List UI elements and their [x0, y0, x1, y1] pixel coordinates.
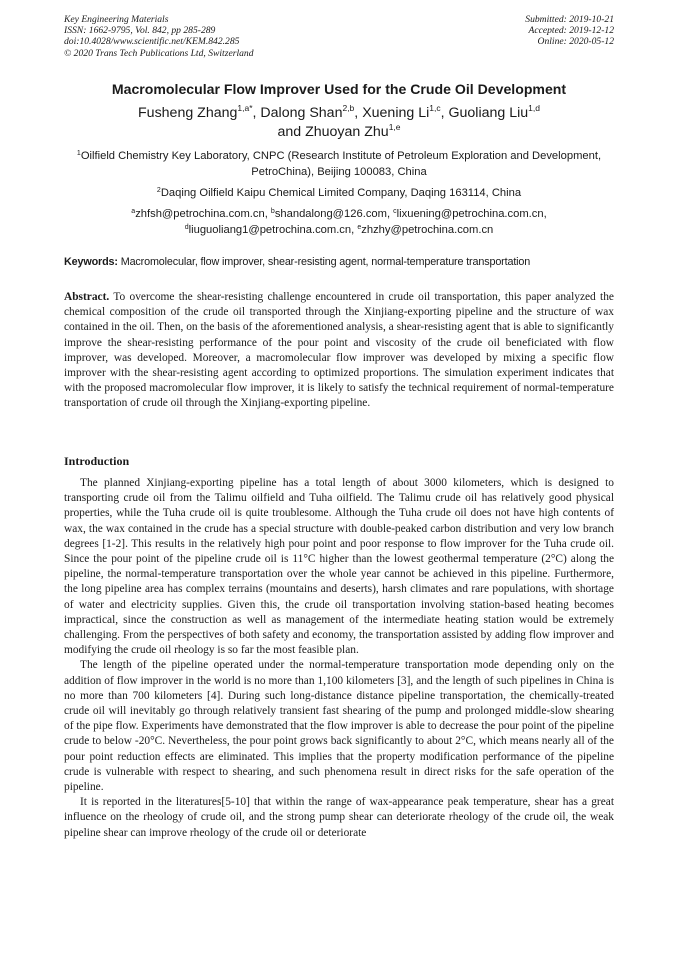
email-item[interactable]: $^b$shandalong@126.com, — [270, 208, 394, 220]
online-date: Online: 2020-05-12 — [537, 36, 614, 48]
submitted-date: Submitted: 2019-10-21 — [525, 14, 614, 25]
email-item[interactable]: $^e$zhzhy@petrochina.com.cn — [357, 223, 494, 236]
author: Guoliang Liu$^{1,d}$ — [448, 103, 540, 121]
keywords-text: Macromolecular, flow improver, shear-resisting agent, normal-temperature transportation — [120, 256, 531, 268]
author: Xuening Li$^{1,c}$, — [362, 103, 449, 121]
author: Fusheng Zhang$^{1,a*}$, — [138, 103, 261, 121]
email-item[interactable]: $^c$lixuening@petrochina.com.cn, — [393, 208, 547, 220]
paper-title: Macromolecular Flow Improver Used for the Crude Oil Development — [111, 81, 567, 97]
author: and Zhuoyan Zhu$^{1,e}$ — [277, 122, 401, 140]
keywords-line — [64, 255, 614, 270]
introduction-body — [64, 476, 614, 841]
paragraph: The length of the pipeline operated under the normal-temperature transportation mode depending only on the addition of flow improver in the world is no more than 1,100 kilometers [3], and the length of such pipelines in China is no more than 700 kilometers [4]. During such long-distance distance pipeline transportation, the chemically-treated crude oil will inevitably go through relatively transient fast shearing of the pump and prolonged middle-slow shearing of the pipe flow. Experiments have demonstrated that the flow improver is able to decrease the pour point of the pipeline crude to below -20°C. Nevertheless, the pour point grows back significantly to about 2°C, which means nearly all of the pour point reduction effects are eliminated. This implies that the property modification performance of the pipeline crude is vulnerable with respect to shearing, and such phenomena result in direct risks for the safe operation of the pipeline. — [64, 659, 614, 794]
abstract-text: To overcome the shear-resisting challenge encountered in crude oil transportation, this paper analyzed the chemical composition of the crude oil transported through the Xinjiang-exporting pipeline and the structure of wax contained in the oil. Then, on the basis of the aforementioned analysis, a shear-resisting agent that is able to significantly improve the shear-resisting performance of the pour point and viscosity of the crude oil beneficiated with flow improver, was developed. Moreover, a macromolecular flow improver was developed by mixing a specific flow improver with the shear-resisting agent according to optimized proportions. The simulation experiment indicates that with the proposed macromolecular flow improver, it is likely to satisfy the technical requirement of normal-temperature transportation of crude oil through the Xinjiang-exporting pipeline. — [64, 291, 614, 410]
paragraph: It is reported in the literatures[5-10] that within the range of wax-appearance peak temperature, shear has a great influence on the rheology of crude oil, and the strong pump shear can deteriorate rheology of the crude oil, the weak pipeline shear can improve rheology of the crude oil or deteriorate — [64, 796, 614, 839]
keywords-label: Keywords: — [64, 256, 118, 268]
paragraph: The planned Xinjiang-exporting pipeline has a total length of about 3000 kilometers, which is designed to transporting crude oil from the Talimu oilfield and Tuha oilfield. The Talimu crude oil has relatively good physical properties, while the Tuha crude oil is quite troublesome. Although the Tuha crude oil does not have high contents of wax, the wax contained in the crude has a special structure with double-peaked carbon distribution and very low branch degrees [1-2]. This results in the relatively high pour point and poor response to flow improver for the Tuha crude oil. Since the pour point of the pipeline crude oil is 11°C higher than the lowest geothermal temperature (2°C) along the pipeline, the normal-temperature transportation over the whole year cannot be achieved in this pipeline. Furthermore, the long pipeline area has complex terrains (mountains and deserts), harsh climates and rare populations, with shortage of water and electricity supplies. Given this, the crude oil transportation involving station-based heating becomes impractical, since the construction as well as management of the intermediate heating station would be extremely challenging. From the perspectives of both safety and economy, the transportation assisted by adding flow improver and modifying the crude oil rheology is so far the most feasible plan. — [64, 477, 614, 657]
copyright-line: © 2020 Trans Tech Publications Ltd, Switzerland — [64, 47, 254, 59]
affiliation-1: $^1$Oilfield Chemistry Key Laboratory, CNPC (Research Institute of Petroleum Exploration and Development, PetroChina), Beijing 100083, China — [76, 150, 602, 178]
author-list — [40, 104, 638, 142]
email-item[interactable]: $^a$zhfsh@petrochina.com.cn, — [131, 208, 271, 220]
issn-line: ISSN: 1662-9795, Vol. 842, pp 285-289 — [64, 25, 216, 37]
introduction-heading: Introduction — [64, 454, 130, 468]
email-list — [60, 207, 618, 238]
journal-header-left — [64, 14, 254, 59]
doi-line[interactable]: doi:10.4028/www.scientific.net/KEM.842.285 — [64, 36, 240, 48]
journal-header-right — [525, 14, 614, 48]
abstract-label: Abstract. — [64, 291, 110, 303]
accepted-date: Accepted: 2019-12-12 — [528, 25, 614, 37]
journal-name: Key Engineering Materials — [64, 14, 169, 25]
affiliation-2: $^2$Daqing Oilfield Kaipu Chemical Limited Company, Daqing 163114, China — [156, 187, 522, 199]
author: Dalong Shan$^{2,b}$, — [260, 103, 363, 121]
abstract — [64, 290, 614, 412]
email-item[interactable]: $^d$liuguoliang1@petrochina.com.cn, — [184, 223, 358, 236]
